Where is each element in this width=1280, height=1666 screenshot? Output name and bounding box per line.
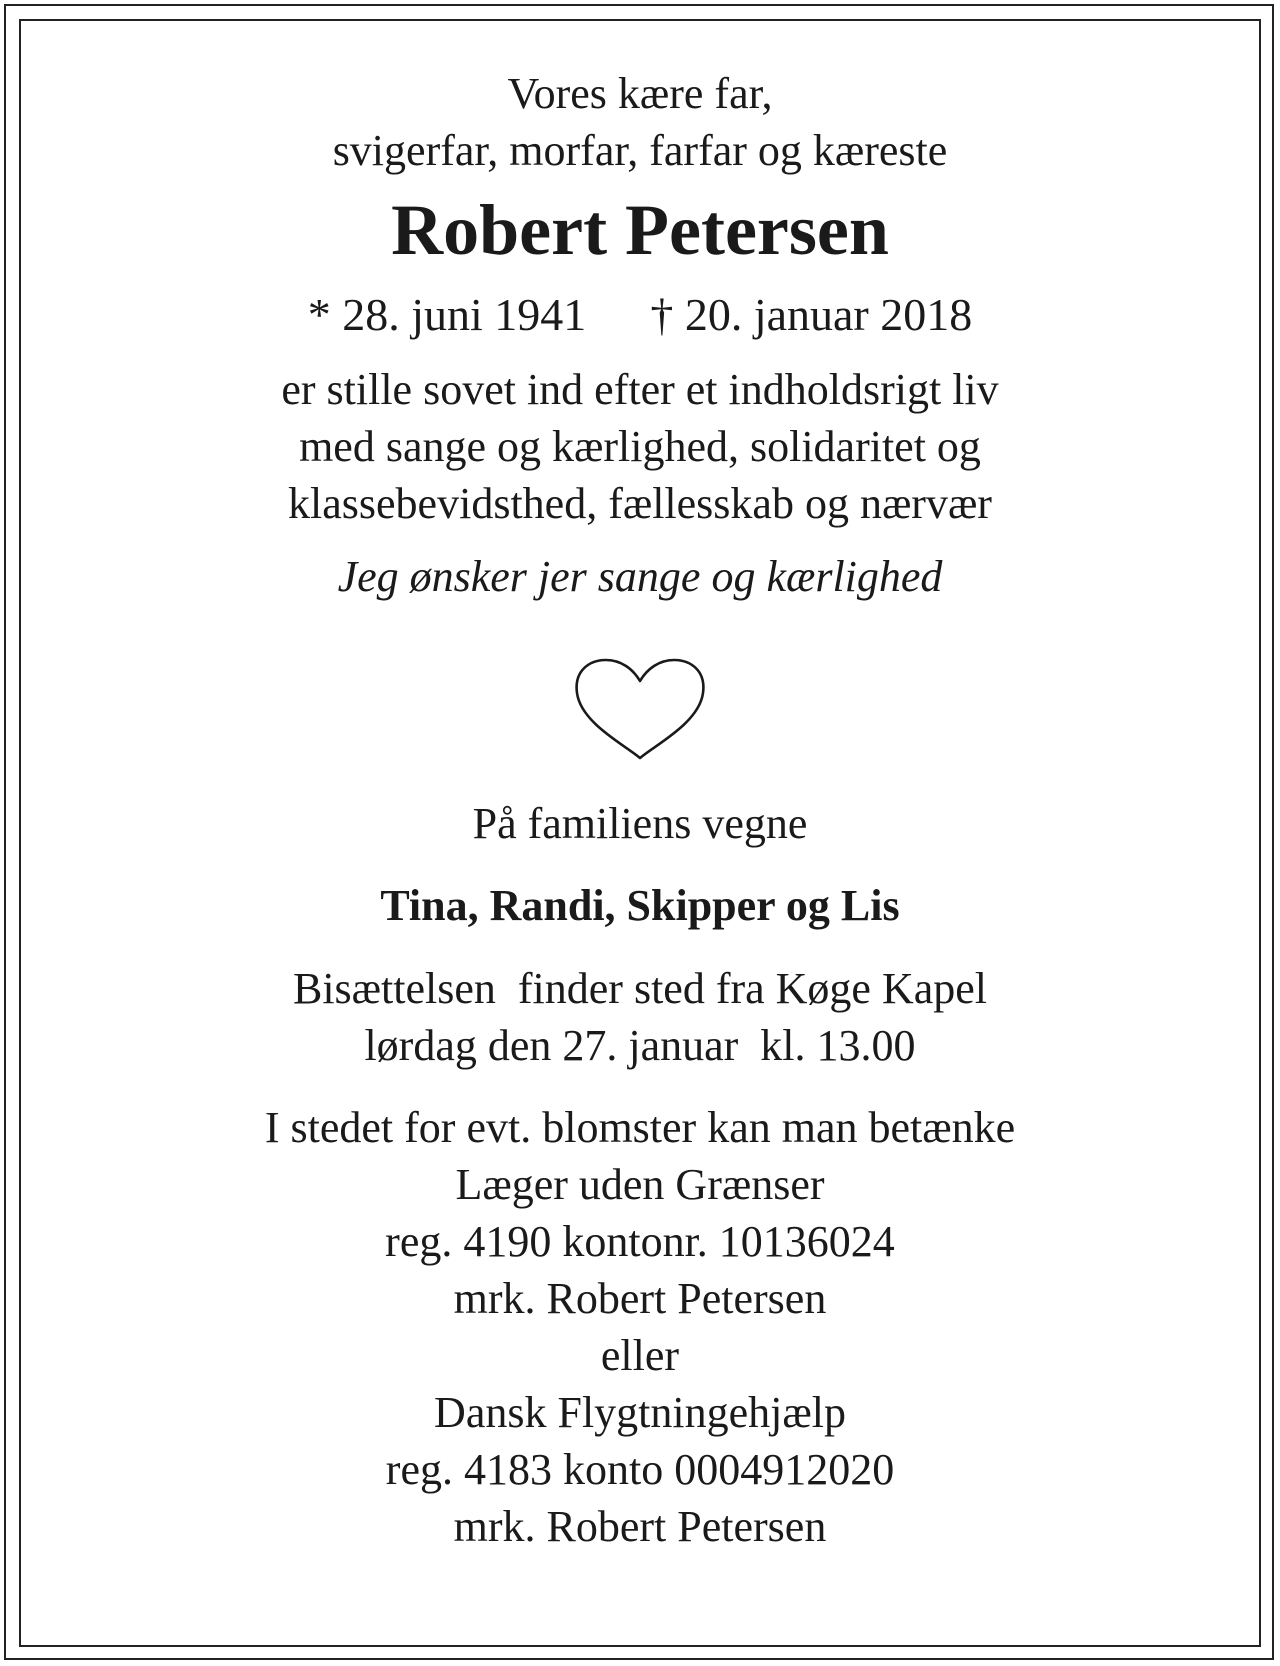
donation-line-2: Læger uden Grænser (455, 1160, 825, 1209)
donation-line-7: reg. 4183 konto 0004912020 (385, 1445, 895, 1494)
born-symbol: * (307, 289, 331, 340)
life-dates (21, 285, 1259, 345)
donation-info (21, 1099, 1259, 1555)
deceased-name: Robert Petersen (391, 190, 889, 270)
message-line-2: med sange og kærlighed, solidaritet og (299, 422, 981, 471)
intro-block (21, 65, 1259, 179)
donation-line-1: I stedet for evt. blomster kan man betænke (264, 1103, 1016, 1152)
signoff-block (21, 795, 1259, 852)
quote: Jeg ønsker jer sange og kærlighed (337, 552, 943, 601)
funeral-line-2: lørdag den 27. januar kl. 13.00 (364, 1021, 916, 1070)
signoff-text: På familiens vegne (472, 799, 808, 848)
donation-line-5: eller (600, 1331, 680, 1380)
donation-line-4: mrk. Robert Petersen (453, 1274, 827, 1323)
intro-line-2: svigerfar, morfar, farfar og kæreste (332, 126, 948, 175)
message-line-1: er stille sovet ind efter et indholdsrigt liv (281, 365, 999, 414)
funeral-info (21, 960, 1259, 1074)
intro-line-1: Vores kære far, (507, 69, 773, 118)
donation-line-3: reg. 4190 kontonr. 10136024 (385, 1217, 895, 1266)
birth-date: 28. juni 1941 (342, 289, 587, 340)
death-symbol: † (650, 289, 674, 340)
family-names: Tina, Randi, Skipper og Lis (380, 881, 900, 930)
heart-outline-icon (573, 657, 707, 761)
obituary-notice (21, 21, 1259, 1555)
funeral-line-1: Bisættelsen finder sted fra Køge Kapel (292, 964, 988, 1013)
message-block (21, 361, 1259, 532)
donation-line-8: mrk. Robert Petersen (453, 1502, 827, 1551)
donation-line-6: Dansk Flygtningehjælp (434, 1388, 846, 1437)
message-line-3: klassebevidsthed, fællesskab og nærvær (288, 479, 992, 528)
death-date: 20. januar 2018 (684, 289, 973, 340)
